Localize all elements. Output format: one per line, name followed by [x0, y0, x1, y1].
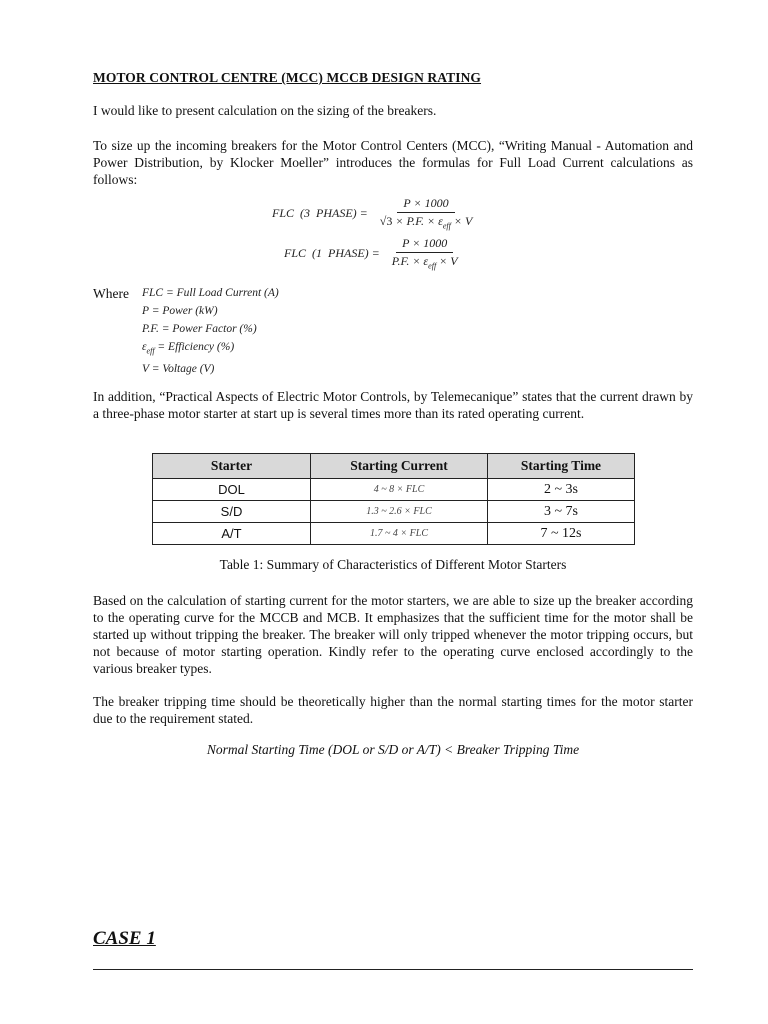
- definition-flc: FLC = Full Load Current (A): [142, 287, 279, 299]
- table-caption: Table 1: Summary of Characteristics of Different Motor Starters: [219, 557, 567, 572]
- formula-3-phase-eff-subscript: eff: [442, 221, 451, 231]
- formula-3-phase-numerator: P × 1000: [397, 196, 454, 213]
- formula-1-phase: [284, 236, 464, 270]
- formula-1-phase-fraction: [386, 236, 464, 270]
- cell-starting-current: 4 ~ 8 × FLC: [311, 479, 488, 501]
- tripping-inequality: Normal Starting Time (DOL or S/D or A/T) < Breaker Tripping Time: [206, 742, 580, 757]
- header-starting-time: Starting Time: [488, 454, 635, 479]
- formula-3-phase: [272, 196, 478, 230]
- table-row: [153, 479, 635, 501]
- operating-curve-paragraph: Based on the calculation of starting current for the motor starters, we are able to size up the breaker according to the operating curve for the MCCB and MCB. It emphasizes that the sufficient time for the motor shall be started up without tripping the breaker. The breaker will only tripped whenever the motor tripping occurs, but not because of motor starting operation. Kindly refer to the operating curve enclosed accordingly to the various breaker types.: [93, 593, 693, 676]
- definition-efficiency: [142, 338, 279, 360]
- definition-power: P = Power (kW): [142, 305, 218, 317]
- efficiency-subscript: eff: [146, 346, 155, 356]
- cell-starting-time: 7 ~ 12s: [488, 523, 635, 545]
- where-label: Where: [93, 286, 129, 301]
- horizontal-rule: [93, 969, 693, 970]
- header-starter: Starter: [153, 454, 311, 479]
- formula-3-phase-fraction: [374, 196, 479, 230]
- header-starting-current: Starting Current: [311, 454, 488, 479]
- variable-definitions: [142, 284, 279, 378]
- cell-starting-time: 3 ~ 7s: [488, 501, 635, 523]
- intro-paragraph: I would like to present calculation on the sizing of the breakers.: [93, 103, 437, 118]
- cell-starter: S/D: [153, 501, 311, 523]
- formula-1-phase-denominator: [386, 253, 464, 270]
- table-row: [153, 523, 635, 545]
- formula-3-phase-denominator-end: × V: [450, 214, 473, 228]
- efficiency-symbol: ε: [142, 341, 147, 353]
- cell-starting-time: 2 ~ 3s: [488, 479, 635, 501]
- formula-1-phase-denominator-text: P.F. × ε: [391, 254, 429, 268]
- formula-3-phase-denominator-text: × P.F. × ε: [392, 214, 443, 228]
- formulas-intro-paragraph: To size up the incoming breakers for the Motor Control Centers (MCC), “Writing Manual - Automation and Power Distribution, by Klocker Moeller” introduces the formulas for Full Load Current calculations as follows:: [93, 138, 693, 187]
- formula-1-phase-eff-subscript: eff: [428, 261, 437, 271]
- formula-3-phase-denominator: [374, 213, 479, 230]
- table-row: [153, 501, 635, 523]
- definition-voltage: V = Voltage (V): [142, 363, 215, 376]
- cell-starting-current: 1.7 ~ 4 × FLC: [311, 523, 488, 545]
- efficiency-definition-text: = Efficiency (%): [154, 341, 235, 353]
- cell-starter: DOL: [153, 479, 311, 501]
- definition-power-factor: P.F. = Power Factor (%): [142, 323, 257, 335]
- table-header-row: [153, 454, 635, 479]
- tripping-paragraph: The breaker tripping time should be theoretically higher than the normal starting times for the motor starter due to the requirement stated.: [93, 694, 693, 726]
- page-title: MOTOR CONTROL CENTRE (MCC) MCCB DESIGN RATING: [93, 70, 482, 85]
- starter-table: [152, 453, 635, 545]
- formula-1-phase-denominator-end: × V: [436, 254, 458, 268]
- formula-3-phase-lhs: FLC (3 PHASE) =: [272, 205, 368, 220]
- cell-starter: A/T: [153, 523, 311, 545]
- sqrt-three: √3: [379, 214, 393, 228]
- formula-1-phase-numerator: P × 1000: [396, 236, 453, 253]
- formula-1-phase-lhs: FLC (1 PHASE) =: [284, 245, 380, 260]
- case-heading: CASE 1: [93, 928, 156, 949]
- cell-starting-current: 1.3 ~ 2.6 × FLC: [311, 501, 488, 523]
- telemecanique-paragraph: In addition, “Practical Aspects of Electric Motor Controls, by Telemecanique” states that the current drawn by a three-phase motor starter at start up is several times more than its rated operating current.: [93, 389, 693, 421]
